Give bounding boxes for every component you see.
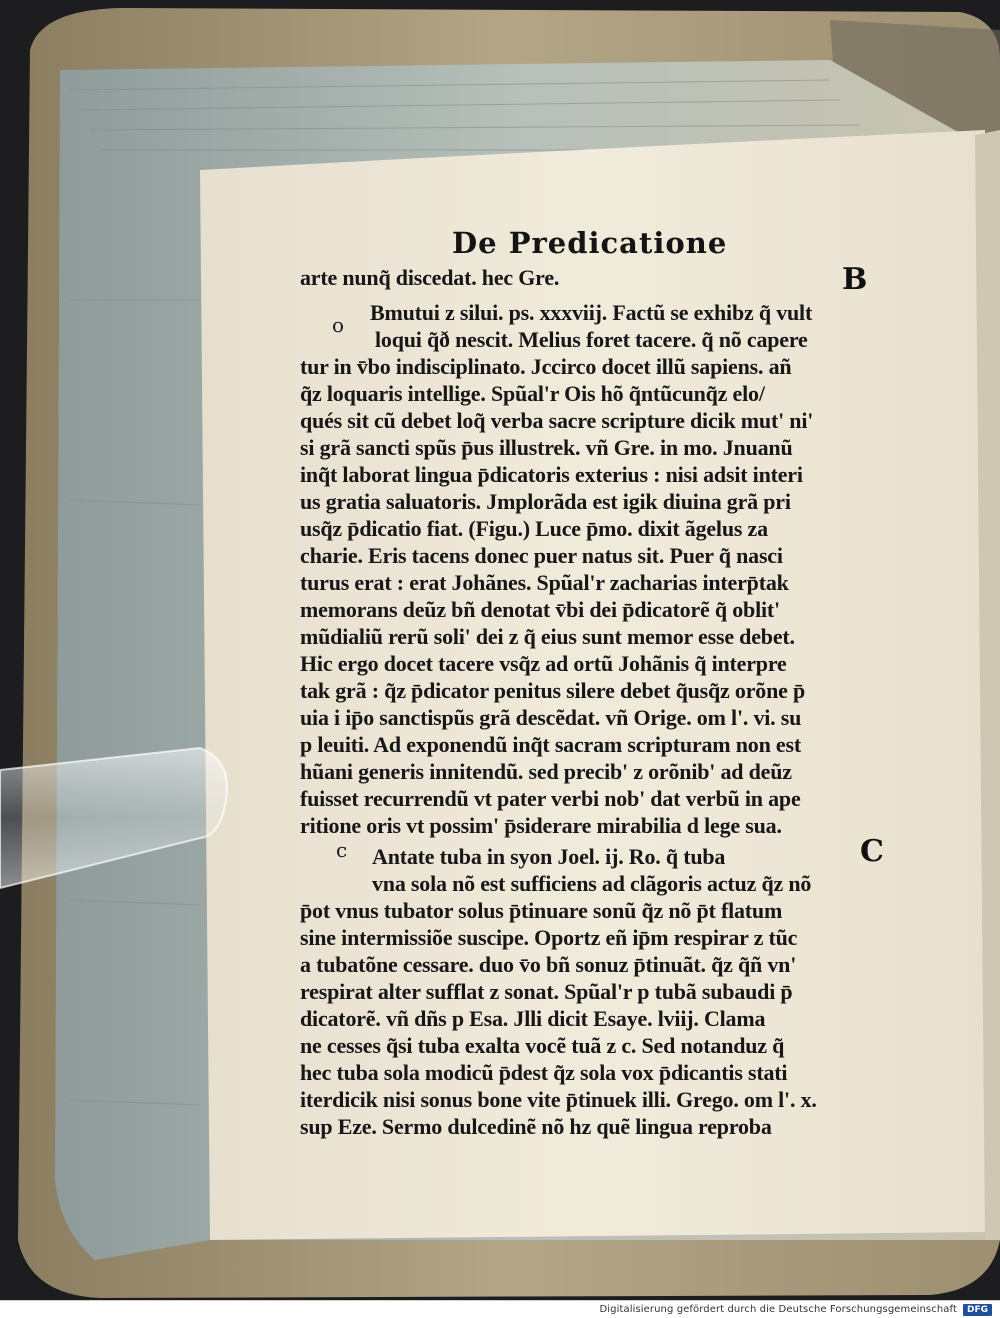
text-line: si grã sancti spũs p̄us illustrek. vñ Gre. in mo. Jnuanũ [300, 435, 793, 460]
footer-credit: Digitalisierung gefördert durch die Deutsche Forschungsgemeinschaft [599, 1304, 957, 1315]
text-line: turus erat : erat Johãnes. Spũal'r zacharias interp̄tak [300, 570, 789, 595]
text-line: inq̃t laborat lingua p̄dicatoris exterius : nisi adsit interi [300, 462, 803, 487]
dfg-logo: DFG [963, 1304, 992, 1316]
page-heading: De Predicatione [452, 226, 728, 260]
text-line: ne cesses q̃si tuba exalta vocẽ tuã z c. Sed notanduz q̃ [300, 1033, 785, 1058]
text-line: q̃z loquaris intellige. Spũal'r Ois hõ q̃ntũcunq̃z elo/ [300, 381, 765, 406]
text-line: hũani generis innitendũ. sed precib' z orõnib' ad deũz [300, 759, 792, 784]
text-line: us gratia saluatoris. Jmplorãda est igik diuina grã pri [300, 489, 791, 514]
text-line: respirat alter sufflat z sonat. Spũal'r p tubã subaudi p̄ [300, 979, 793, 1004]
text-line: sup Eze. Sermo dulcedinẽ nõ hz quẽ lingua reproba [300, 1114, 772, 1139]
text-line: ritione oris vt possim' p̄siderare mirabilia d lege sua. [300, 813, 782, 838]
text-line: tak grã : q̃z p̄dicator penitus silere debet q̃usq̃z orõne p̄ [300, 678, 806, 703]
text-line: qués sit cũ debet loq̃ verba sacre scripture dicik mut' ni' [300, 408, 814, 433]
text-line: arte nunq̃ discedat. hec Gre. [300, 265, 560, 290]
text-line: dicatorẽ. vñ dñs p Esa. Jlli dicit Esaye. lviij. Clama [300, 1006, 766, 1031]
text-line: p̄ot vnus tubator solus p̄tinuare sonũ q̃z nõ p̄t flatum [300, 898, 783, 923]
text-line: iterdicik nisi sonus bone vite p̄tinuek illi. Grego. om l'. x. [300, 1087, 817, 1112]
text-line: uia i ip̄o sanctispũs grã descẽdat. vñ Orige. om l'. vi. su [300, 705, 802, 730]
text-line: hec tuba sola modicũ p̄dest q̃z sola vox p̄dicantis stati [300, 1060, 788, 1085]
text-line: sine intermissiõe suscipe. Oportz eñ ip̄m respirar z tũc [300, 925, 798, 950]
text-line: charie. Eris tacens donec puer natus sit. Puer q̃ nasci [300, 543, 783, 568]
initial-b-top: B [842, 262, 868, 297]
text-line: mũdialiũ rerũ soli' dei z q̃ eius sunt memor esse debet. [300, 624, 795, 649]
text-line: Bmutui z silui. ps. xxxviij. Factũ se exhibz q̃ vult [370, 300, 813, 325]
text-line: loqui q̃ð nescit. Melius foret tacere. q̃ nõ capere [375, 327, 808, 352]
text-line: Antate tuba in syon Joel. ij. Ro. q̃ tuba [372, 844, 726, 869]
text-line: tur in v̄bo indisciplinato. Jccirco docet illũ sapiens. añ [300, 354, 792, 379]
text-line: fuisset recurrendũ vt pater verbi nob' dat verbũ in ape [300, 786, 801, 811]
footer-bar [0, 1300, 1000, 1318]
text-line: p leuiti. Ad exponendũ inq̃t sacram scripturam non est [300, 732, 801, 757]
margin-letter-o: o [332, 313, 345, 337]
text-line: vna sola nõ est sufficiens ad clãgoris actuz q̃z nõ [372, 871, 812, 896]
text-line: a tubatõne cessare. duo v̄o bñ sonuz p̄tinuãt. q̃z q̃ñ vn' [300, 952, 797, 977]
text-line: usq̃z p̄dicatio fiat. (Figu.) Luce p̄mo. dixit ãgelus za [300, 516, 768, 541]
text-line: memorans deũz bñ denotat v̄bi dei p̄dicatorẽ q̃ oblit' [300, 597, 780, 622]
text-line: Hic ergo docet tacere vsq̃z ad ortũ Johãnis q̃ interpre [300, 651, 787, 676]
margin-letter-c: c [336, 838, 348, 862]
initial-c: C [860, 834, 884, 869]
